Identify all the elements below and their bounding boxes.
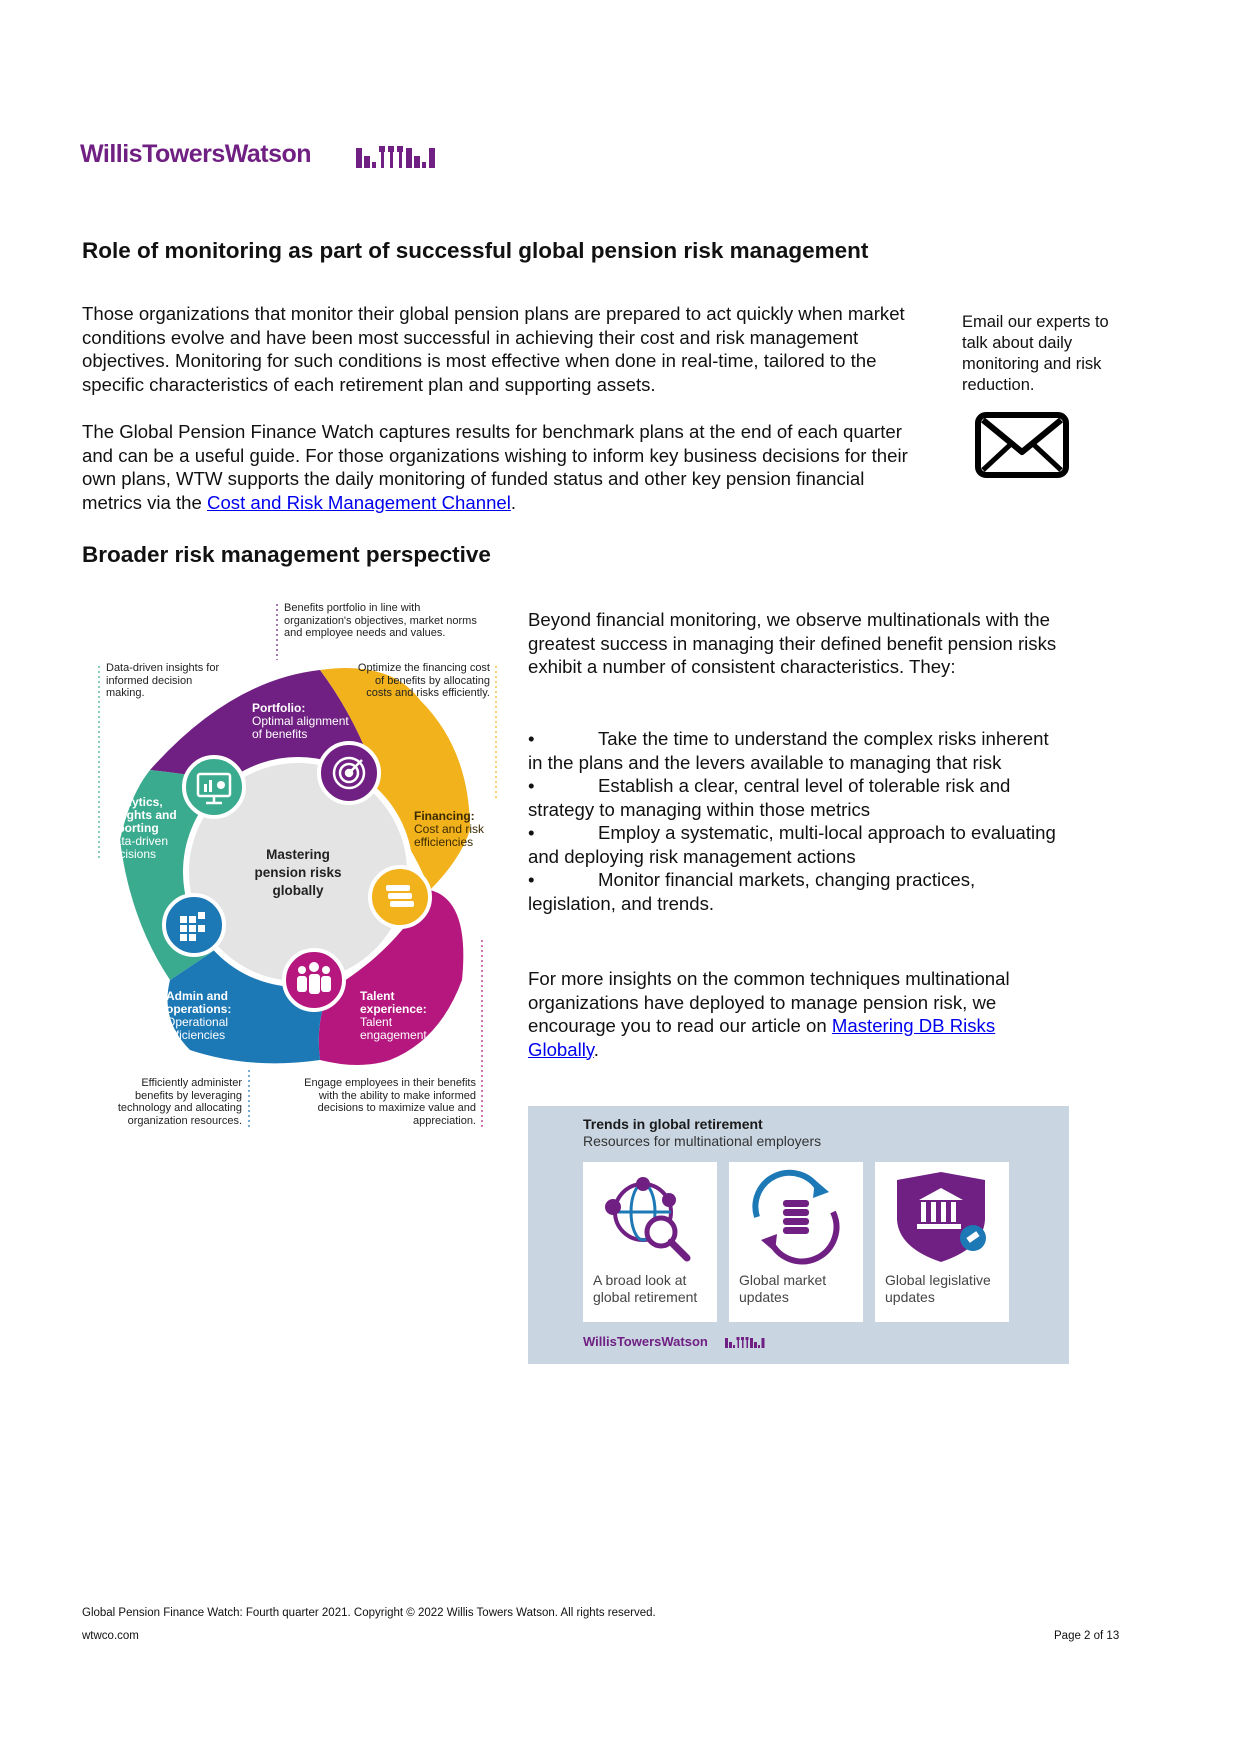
talent-desc: Talent engagement xyxy=(360,1015,427,1042)
talent-title: Talent experience: xyxy=(360,989,427,1016)
list-item xyxy=(528,868,1068,915)
analytics-note: Data-driven insights for informed decision making. xyxy=(106,662,220,699)
bullet-text: Take the time to understand the complex risks inherent in the plans and the levers available to managing that risk xyxy=(528,728,1049,773)
infographic-center-title xyxy=(238,846,358,900)
characteristics-list xyxy=(528,727,1068,915)
paragraph-more-insights xyxy=(528,967,1068,1061)
admin-title: Admin and operations: xyxy=(166,989,232,1016)
list-item xyxy=(528,727,1068,774)
financing-desc: Cost and risk efficiencies xyxy=(414,822,485,849)
wtw-logo-mark xyxy=(356,144,452,168)
trends-card-legislative[interactable] xyxy=(875,1162,1009,1322)
pension-risk-infographic xyxy=(90,600,510,1140)
section-heading-monitoring: Role of monitoring as part of successful global pension risk management xyxy=(82,238,869,263)
trends-card-global-retirement[interactable] xyxy=(583,1162,717,1322)
paragraph-more-insights-end: . xyxy=(593,1038,599,1060)
bullet-marker: • xyxy=(528,822,535,843)
trends-card-label: Global legislative updates xyxy=(885,1272,991,1305)
admin-label xyxy=(166,990,246,1042)
paragraph-monitoring: Those organizations that monitor their global pension plans are prepared to act quickly when market conditions evolve and have been most successful in achieving their cost and risk management objectives. Monitoring for such conditions is most effective when done in real-time, tailored to the specific characteristics of each retirement plan and supporting assets. xyxy=(82,303,905,395)
bullet-text: Employ a systematic, multi-local approach to evaluating and deploying risk management actions xyxy=(528,822,1056,867)
bullet-marker: • xyxy=(528,728,535,749)
coins-cycle-icon xyxy=(729,1162,863,1267)
trends-title: Trends in global retirement xyxy=(583,1116,763,1132)
paragraph-gpfw-end: . xyxy=(510,491,517,513)
trends-card-label: Global market updates xyxy=(739,1272,827,1305)
portfolio-desc: Optimal alignment of benefits xyxy=(252,714,349,741)
paragraph-gpfw-text: The Global Pension Finance Watch captures results for benchmark plans at the end of each quarter and can be a useful guide. For those organizations wishing to inform key business decisions for their own plans, WTW supports the daily monitoring of funded status and other key pension financial metrics via the xyxy=(82,421,908,513)
envelope-icon[interactable] xyxy=(975,412,1069,478)
globe-search-icon xyxy=(583,1162,717,1267)
trends-banner[interactable] xyxy=(528,1106,1069,1364)
list-item xyxy=(528,774,1068,821)
center-line: globally xyxy=(272,883,324,898)
cost-risk-channel-link[interactable]: Cost and Risk Management Channel xyxy=(207,491,511,513)
paragraph-gpfw xyxy=(82,420,922,514)
trends-card-market-updates[interactable] xyxy=(729,1162,863,1322)
analytics-desc: Data-driven decisions xyxy=(106,834,169,861)
footer-copyright: Global Pension Finance Watch: Fourth quarter 2021. Copyright © 2022 Willis Towers Watson. All rights reserved. xyxy=(82,1607,656,1619)
section-heading-broader-risk: Broader risk management perspective xyxy=(82,542,491,567)
bullet-marker: • xyxy=(528,775,535,796)
mastering-db-risks-link[interactable]: Mastering DB Risks Globally xyxy=(528,1015,996,1060)
center-line: Mastering xyxy=(266,847,330,862)
bullet-text: Monitor financial markets, changing practices, legislation, and trends. xyxy=(528,869,976,914)
analytics-title: Analytics, insights and reporting xyxy=(106,795,177,835)
portfolio-title: Portfolio: xyxy=(252,701,306,715)
company-logo: WillisTowersWatson xyxy=(80,140,312,168)
center-line: pension risks xyxy=(254,865,342,880)
bullet-text: Establish a clear, central level of tolerable risk and strategy to managing within those metrics xyxy=(528,775,1011,820)
footer-page-number: Page 2 of 13 xyxy=(1054,1630,1120,1642)
trends-logo: WillisTowersWatson xyxy=(583,1334,708,1349)
email-experts-note: Email our experts to talk about daily monitoring and risk reduction. xyxy=(962,313,1109,394)
trends-subtitle: Resources for multinational employers xyxy=(583,1133,822,1149)
trends-card-label: A broad look at global retirement xyxy=(593,1272,698,1305)
talent-note: Engage employees in their benefits with the ability to make informed decisions to maximize value and appreciation. xyxy=(304,1077,476,1127)
trends-logo-mark xyxy=(724,1336,774,1348)
talent-label xyxy=(360,990,440,1042)
portfolio-label xyxy=(252,702,362,741)
list-item xyxy=(528,821,1068,868)
footer-site[interactable]: wtwco.com xyxy=(82,1630,139,1642)
financing-title: Financing: xyxy=(414,809,475,823)
bullet-marker: • xyxy=(528,869,535,890)
financing-note: Optimize the financing cost of benefits by allocating costs and risks efficiently. xyxy=(357,662,490,699)
admin-desc: Operational efficiencies xyxy=(166,1015,229,1042)
analytics-label xyxy=(106,796,186,861)
paragraph-beyond-monitoring: Beyond financial monitoring, we observe multinationals with the greatest success in managing their defined benefit pension risks exhibit a number of consistent characteristics. They: xyxy=(528,609,1057,677)
paragraph-more-insights-text: For more insights on the common techniques multinational organizations have deployed to manage pension risk, we encourage you to read our article on xyxy=(528,968,1010,1036)
portfolio-note: Benefits portfolio in line with organization's objectives, market norms and employee needs and values. xyxy=(284,602,477,639)
courthouse-icon xyxy=(875,1162,1009,1267)
admin-note: Efficiently administer benefits by leveraging technology and allocating organization resources. xyxy=(117,1077,242,1127)
financing-label xyxy=(414,810,494,849)
